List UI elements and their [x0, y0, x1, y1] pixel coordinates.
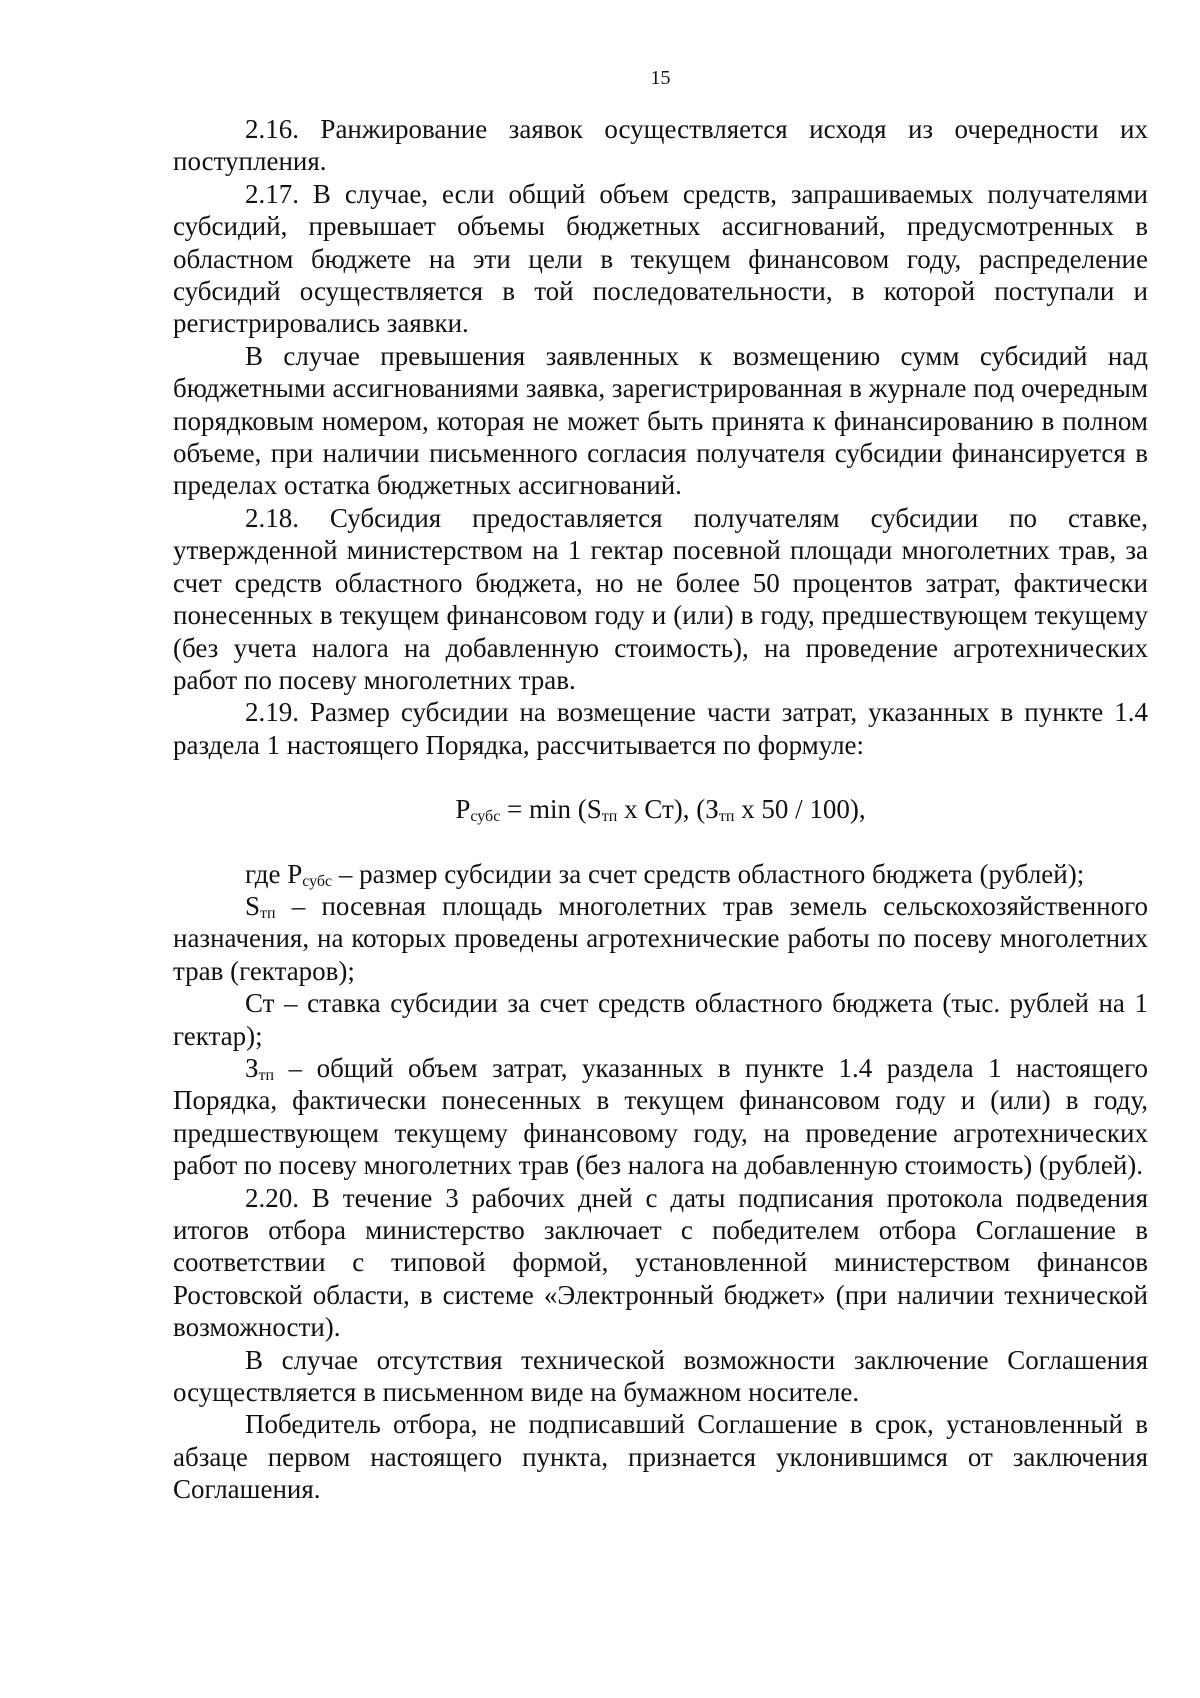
definition-p-subs: [173, 858, 1148, 890]
definition-z-symbol: З: [245, 1052, 259, 1083]
formula-z-sub: тп: [718, 808, 735, 826]
definition-p-text: – размер субсидии за счет средств областного бюджета (рублей);: [332, 858, 1085, 889]
paragraph-2-17-excess: В случае превышения заявленных к возмещению сумм субсидий над бюджетными ассигнованиями заявка, зарегистрированная в журнале под очередным порядковым номером, которая не может быть принята к финансированию в полном объеме, при наличии письменного согласия получателя субсидии финансируется в пределах остатка бюджетных ассигнований.: [173, 340, 1148, 501]
definition-z-tp: [173, 1052, 1148, 1182]
formula-mid: х Ст), (З: [617, 794, 719, 825]
definition-z-text: – общий объем затрат, указанных в пункте 1.4 раздела 1 настоящего Порядка, фактически понесенных в текущем финансовом году и (или) в году, предшествующем текущему финансовому году, на проведение агротехнических работ по посеву многолетних трав (без налога на добавленную стоимость) (рублей).: [173, 1052, 1148, 1181]
definition-st: Ст – ставка субсидии за счет средств областного бюджета (тыс. рублей на 1 гектар);: [173, 988, 1148, 1051]
formula-eq: = min (S: [500, 794, 602, 825]
definition-s-tp: [173, 890, 1148, 987]
paragraph-2-16: 2.16. Ранжирование заявок осуществляется исходя из очередности их поступления.: [173, 114, 1148, 177]
definition-p-sub: субс: [302, 872, 333, 890]
paragraph-2-20-evasion: Победитель отбора, не подписавший Соглашение в срок, установленный в абзаце первом настоящего пункта, признается уклонившимся от заключения Соглашения.: [173, 1409, 1148, 1505]
definition-s-text: – посевная площадь многолетних трав земель сельскохозяйственного назначения, на которых проведены агротехнические работы по посеву многолетних трав (гектаров);: [173, 890, 1148, 986]
paragraph-2-19: 2.19. Размер субсидии на возмещение части затрат, указанных в пункте 1.4 раздела 1 настоящего Порядка, рассчитывается по формуле:: [173, 697, 1148, 760]
paragraph-2-17: 2.17. В случае, если общий объем средств, запрашиваемых получателями субсидий, превышает объемы бюджетных ассигнований, предусмотренных в областном бюджете на эти цели в текущем финансовом году, распределение субсидий осуществляется в той последовательности, в которой поступали и регистрировались заявки.: [173, 178, 1148, 339]
paragraph-2-18: 2.18. Субсидия предоставляется получателям субсидии по ставке, утвержденной министерством на 1 гектар посевной площади многолетних трав, за счет средств областного бюджета, но не более 50 процентов затрат, фактически понесенных в текущем финансовом году и (или) в году, предшествующем текущему (без учета налога на добавленную стоимость), на проведение агротехнических работ по посеву многолетних трав.: [173, 502, 1148, 695]
paragraph-2-20: 2.20. В течение 3 рабочих дней с даты подписания протокола подведения итогов отбора министерство заключает с победителем отбора Соглашение в соответствии с типовой формой, установленной министерством финансов Ростовской области, в системе «Электронный бюджет» (при наличии технической возможности).: [173, 1182, 1148, 1343]
document-body: [173, 113, 1148, 1506]
subsidy-formula: [173, 793, 1148, 825]
formula-p: Р: [455, 794, 471, 825]
formula-end: х 50 / 100),: [734, 794, 866, 825]
formula-p-sub: субс: [470, 808, 501, 826]
definition-z-sub: тп: [258, 1066, 275, 1084]
definition-s-sub: тп: [260, 904, 276, 922]
definition-p-symbol: где Р: [245, 858, 303, 889]
definition-s-symbol: S: [245, 890, 261, 921]
formula-s-sub: тп: [601, 808, 618, 826]
paragraph-2-20-no-tech: В случае отсутствия технической возможности заключение Соглашения осуществляется в письменном виде на бумажном носителе.: [173, 1344, 1148, 1408]
page-number: 15: [650, 67, 671, 89]
